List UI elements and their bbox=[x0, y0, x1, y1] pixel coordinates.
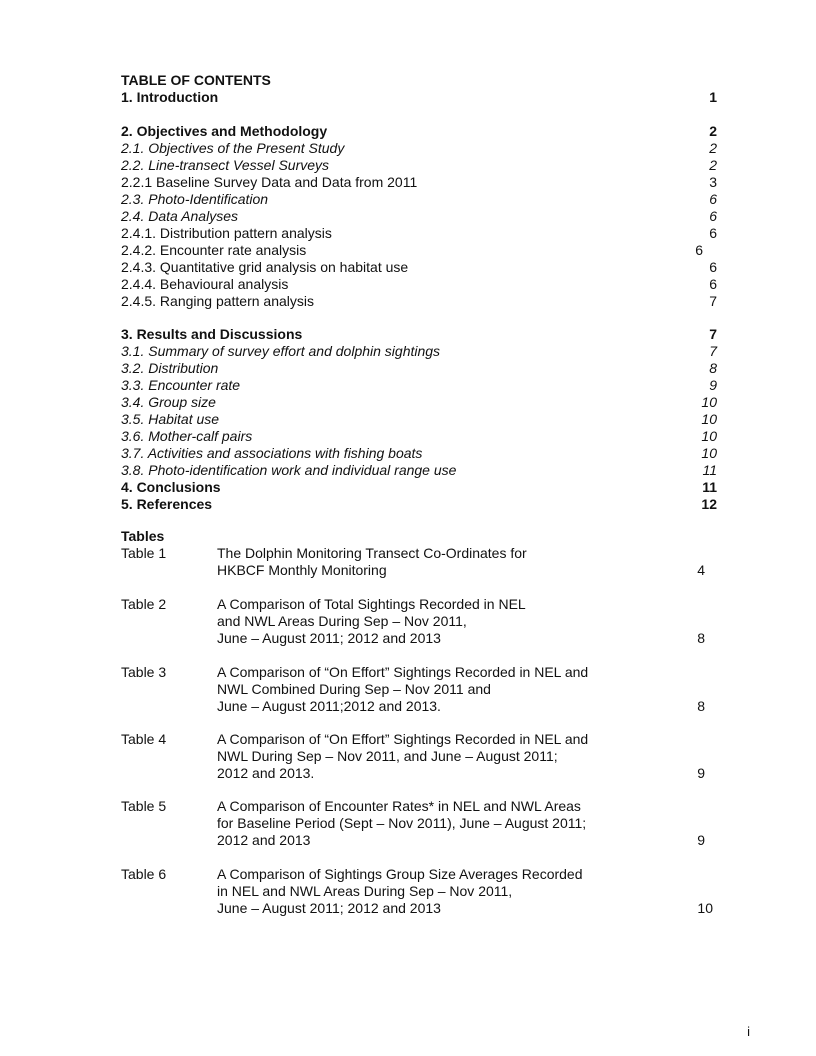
toc-heading: TABLE OF CONTENTS bbox=[121, 72, 271, 88]
toc-entry-page: 6 bbox=[709, 208, 717, 224]
table-description bbox=[217, 731, 627, 782]
toc-entry-title: 3.3. Encounter rate bbox=[121, 377, 241, 393]
table-list-item bbox=[121, 798, 717, 849]
toc-entry-title: 3.2. Distribution bbox=[121, 360, 219, 376]
table-description-line: A Comparison of Encounter Rates* in NEL and NWL Areas bbox=[217, 798, 581, 814]
toc-entry-title: 2.4. Data Analyses bbox=[121, 208, 238, 224]
toc-entry bbox=[121, 174, 717, 191]
toc-entry-title: 2. Objectives and Methodology bbox=[121, 123, 328, 139]
table-label: Table 3 bbox=[121, 664, 167, 680]
toc-entry-title: 2.2. Line-transect Vessel Surveys bbox=[121, 157, 330, 173]
toc-entry bbox=[121, 445, 717, 462]
table-description-line: The Dolphin Monitoring Transect Co-Ordinates for bbox=[217, 545, 527, 561]
table-description bbox=[217, 545, 627, 579]
toc-entry bbox=[121, 276, 717, 293]
table-description-line: A Comparison of Sightings Group Size Averages Recorded bbox=[217, 866, 583, 882]
toc-entry-title: 2.3. Photo-Identification bbox=[121, 191, 269, 207]
toc-entry-title: 2.1. Objectives of the Present Study bbox=[121, 140, 345, 156]
table-description-line: NWL Combined During Sep – Nov 2011 and bbox=[217, 681, 491, 697]
toc-entry-title: 3.4. Group size bbox=[121, 394, 216, 410]
toc-entry-page: 6 bbox=[709, 259, 717, 275]
toc-entry-title: 2.2.1 Baseline Survey Data and Data from 2011 bbox=[121, 174, 418, 190]
toc-entry bbox=[121, 191, 717, 208]
table-description-line: A Comparison of “On Effort” Sightings Recorded in NEL and bbox=[217, 664, 589, 680]
table-label: Table 5 bbox=[121, 798, 167, 814]
table-description bbox=[217, 596, 627, 647]
toc-entry-page: 3 bbox=[709, 174, 717, 190]
toc-entry-title: 1. Introduction bbox=[121, 89, 219, 105]
toc-entry bbox=[121, 242, 717, 259]
toc-entry-page: 9 bbox=[709, 377, 717, 393]
table-description-line: 2012 and 2013. bbox=[217, 765, 315, 781]
toc-entry-title: 2.4.2. Encounter rate analysis bbox=[121, 242, 307, 258]
toc-entry-page: 10 bbox=[701, 394, 717, 410]
table-page: 4 bbox=[697, 562, 705, 578]
table-page: 9 bbox=[697, 832, 705, 848]
toc-entry-page: 7 bbox=[709, 326, 717, 342]
table-label: Table 2 bbox=[121, 596, 167, 612]
toc-entry bbox=[121, 157, 717, 174]
toc-entry bbox=[121, 89, 717, 106]
toc-entry-title: 2.4.4. Behavioural analysis bbox=[121, 276, 289, 292]
toc-entry bbox=[121, 462, 717, 479]
table-list-item bbox=[121, 596, 717, 647]
toc-entry bbox=[121, 140, 717, 157]
toc-entry bbox=[121, 394, 717, 411]
toc-entry-title: 5. References bbox=[121, 496, 213, 512]
page-number: i bbox=[747, 1024, 750, 1039]
toc-entry-title: 2.4.3. Quantitative grid analysis on habitat use bbox=[121, 259, 409, 275]
table-page: 10 bbox=[697, 900, 713, 916]
toc-entry bbox=[121, 208, 717, 225]
table-description-line: for Baseline Period (Sept – Nov 2011), June – August 2011; bbox=[217, 815, 587, 831]
table-page: 8 bbox=[697, 698, 705, 714]
table-description-line: June – August 2011;2012 and 2013. bbox=[217, 698, 441, 714]
toc-entry-page: 10 bbox=[701, 428, 717, 444]
toc-entry bbox=[121, 496, 717, 513]
toc-entry-page: 11 bbox=[702, 479, 717, 495]
table-description-line: HKBCF Monthly Monitoring bbox=[217, 562, 387, 578]
tables-heading: Tables bbox=[121, 528, 165, 544]
table-description-line: in NEL and NWL Areas During Sep – Nov 2011, bbox=[217, 883, 513, 899]
toc-entry-page: 2 bbox=[709, 140, 717, 156]
toc-entry-title: 4. Conclusions bbox=[121, 479, 221, 495]
table-list-item bbox=[121, 866, 717, 917]
table-label: Table 6 bbox=[121, 866, 167, 882]
toc-entry-page: 12 bbox=[701, 496, 717, 512]
table-description-line: June – August 2011; 2012 and 2013 bbox=[217, 630, 441, 646]
toc-entry-title: 3.8. Photo-identification work and individual range use bbox=[121, 462, 457, 478]
toc-entry-title: 3.6. Mother-calf pairs bbox=[121, 428, 253, 444]
toc-entry-page: 1 bbox=[709, 89, 717, 105]
toc-entry bbox=[121, 428, 717, 445]
toc-entry-page: 10 bbox=[701, 445, 717, 461]
toc-entry-title: 2.4.5. Ranging pattern analysis bbox=[121, 293, 315, 309]
toc-entry-page: 7 bbox=[709, 293, 717, 309]
toc-entry bbox=[121, 259, 717, 276]
table-description-line: 2012 and 2013 bbox=[217, 832, 311, 848]
toc-entry bbox=[121, 293, 717, 310]
table-description-line: A Comparison of “On Effort” Sightings Recorded in NEL and bbox=[217, 731, 589, 747]
toc-entry-page: 2 bbox=[709, 157, 717, 173]
table-description-line: and NWL Areas During Sep – Nov 2011, bbox=[217, 613, 467, 629]
table-list-item bbox=[121, 731, 717, 782]
table-description bbox=[217, 664, 627, 715]
toc-entry bbox=[121, 225, 717, 242]
toc-entry-title: 3. Results and Discussions bbox=[121, 326, 303, 342]
table-label: Table 1 bbox=[121, 545, 167, 561]
toc-entry-page: 6 bbox=[695, 242, 703, 258]
toc-entry-title: 3.5. Habitat use bbox=[121, 411, 220, 427]
toc-entry bbox=[121, 360, 717, 377]
toc-entry-title: 3.7. Activities and associations with fishing boats bbox=[121, 445, 423, 461]
toc-entry-page: 10 bbox=[701, 411, 717, 427]
table-description bbox=[217, 798, 627, 849]
table-page: 9 bbox=[697, 765, 705, 781]
toc-entry bbox=[121, 123, 717, 140]
table-list-item bbox=[121, 545, 717, 579]
toc-entry bbox=[121, 411, 717, 428]
toc-entry-title: 2.4.1. Distribution pattern analysis bbox=[121, 225, 332, 241]
toc-entry bbox=[121, 479, 717, 496]
table-description-line: A Comparison of Total Sightings Recorded in NEL bbox=[217, 596, 526, 612]
toc-entry-page: 6 bbox=[709, 191, 717, 207]
table-list-item bbox=[121, 664, 717, 715]
toc-entry-page: 7 bbox=[709, 343, 717, 359]
toc-entry-page: 6 bbox=[709, 276, 717, 292]
toc-entry-page: 11 bbox=[702, 462, 717, 478]
toc-entry-page: 6 bbox=[709, 225, 717, 241]
toc-entry-title: 3.1. Summary of survey effort and dolphin sightings bbox=[121, 343, 441, 359]
table-label: Table 4 bbox=[121, 731, 167, 747]
toc-entry bbox=[121, 377, 717, 394]
table-description-line: NWL During Sep – Nov 2011, and June – August 2011; bbox=[217, 748, 558, 764]
toc-entry bbox=[121, 326, 717, 343]
table-description bbox=[217, 866, 627, 917]
table-page: 8 bbox=[697, 630, 705, 646]
table-description-line: June – August 2011; 2012 and 2013 bbox=[217, 900, 441, 916]
toc-entry-page: 8 bbox=[709, 360, 717, 376]
toc-entry-page: 2 bbox=[709, 123, 717, 139]
toc-entry bbox=[121, 343, 717, 360]
